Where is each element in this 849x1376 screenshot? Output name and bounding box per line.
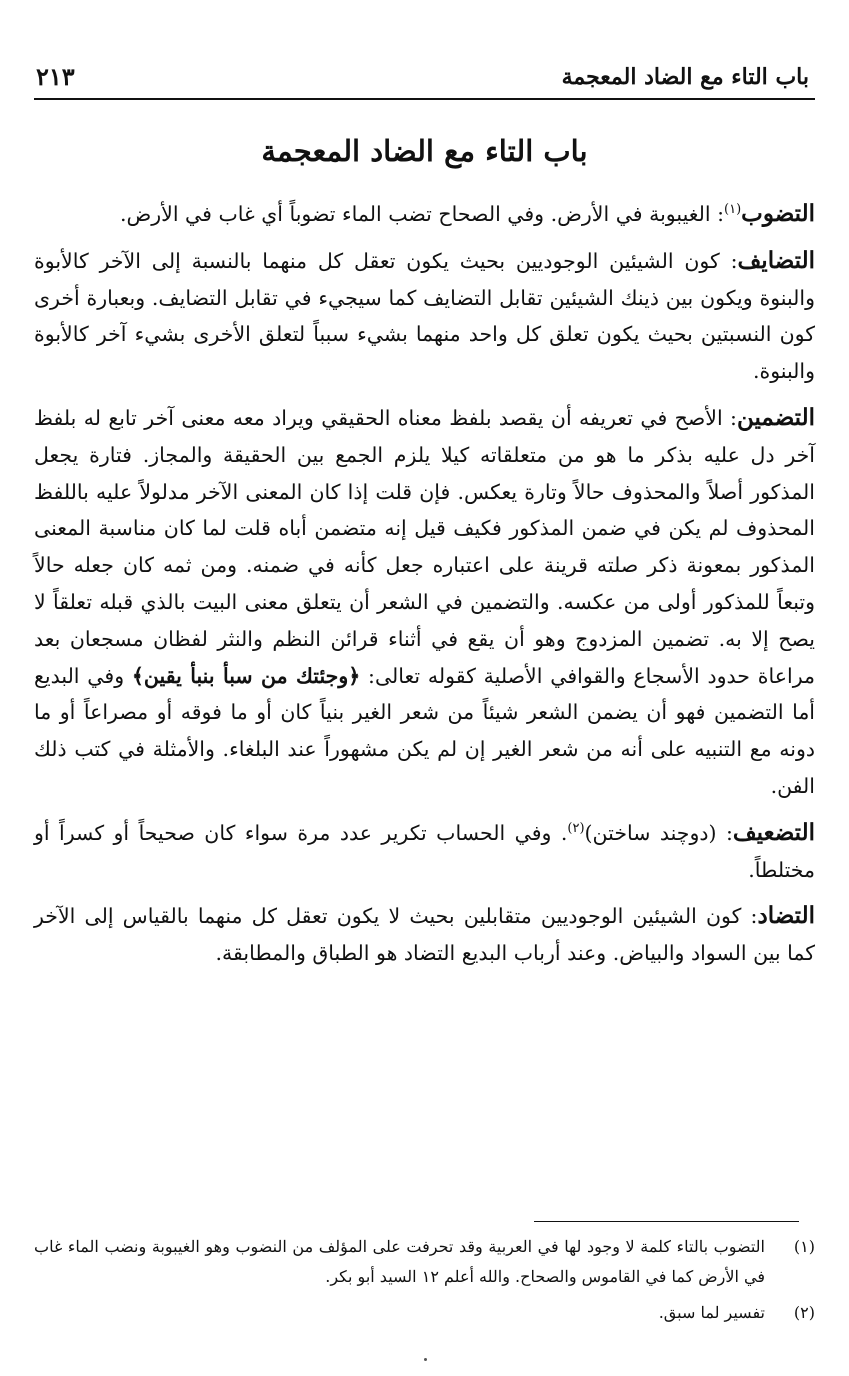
print-speck: [424, 1358, 427, 1361]
entry-tadayuf: [34, 243, 815, 390]
entry-tadawwub: [34, 196, 815, 233]
footnote-number: (١): [793, 1237, 815, 1256]
footnote-text: تفسير لما سبق.: [658, 1303, 765, 1322]
entry-text-continued: وفي البديع أما التضمين فهو أن يضمن الشعر شيئاً من شعر الغير بنياً كان أو ما فوقه أو مصراعاً أو ما دونه مع التنبيه على أنه من شعر الغير إن لم يكن مشهوراً عند البلغاء. والأمثلة في كتب ذلك الفن.: [34, 663, 815, 798]
running-title: باب التاء مع الضاد المعجمة: [561, 64, 809, 90]
entry-text: : الغيبوبة في الأرض. وفي الصحاح تضب الماء تضوباً أي غاب في الأرض.: [119, 202, 725, 226]
entry-text: : كون الشيئين الوجوديين متقابلين بحيث لا يكون تعقل كل منهما بالقياس إلى الآخر كما بين السواد والبياض. وعند أرباب البديع التضاد هو الطباق والمطابقة.: [34, 904, 815, 966]
entry-text: : (دوچند ساختن): [584, 820, 733, 845]
entry-tadmin: [34, 400, 815, 805]
entry-term: التضاد: [757, 902, 815, 930]
entry-text: : الأصح في تعريفه أن يقصد بلفظ معناه الحقيقي ويراد معه معنى آخر تابع له بلفظ آخر دل عليه بذكر ما هو من متعلقاته كيلا يلزم الجمع بين الحقيقة والمجاز. فتارة يجعل المذكور أصلاً والمحذوف حالاً وتارة يعكس. فإن قلت إذا كان المعنى الآخر مدلولاً عليه باللفظ المحذوف لم يكن في ضمن المذكور فكيف قيل إنه متضمن أباه قلت لما كان مناسبة المعنى المذكور بمعونة ذكر صلته قرينة على اعتباره جعل كأنه في ضمنه. ومن ثمه كان جعله حالاً وتبعاً للمذكور أولى من عكسه. والتضمين في الشعر أن يتعلق معنى البيت بالذي قبله تعلقاً لا يصح إلا به. تضمين المزدوج وهو أن يقع في أثناء قرائن النظم والنثر لفظان مسجعان بعد مراعاة حدود الأسجاع والقوافي الأصلية كقوله تعالى:: [34, 405, 815, 688]
entry-text-continued: . وفي الحساب تكرير عدد مرة سواء كان صحيحاً أو كسراً أو مختلطاً.: [34, 820, 815, 882]
entry-tadadd: [34, 898, 815, 972]
page-number: ٢١٣: [36, 62, 75, 91]
running-header: [34, 58, 815, 100]
entry-term: التضمين: [736, 403, 815, 431]
footnote-number: (٢): [793, 1303, 815, 1322]
entry-term: التضعيف: [732, 818, 815, 846]
entry-tadif: [34, 815, 815, 889]
entry-text: : كون الشيئين الوجوديين بحيث يكون تعقل كل منهما بالنسبة إلى الآخر كالأبوة والبنوة ويكون بين ذينك الشيئين تقابل التضايف كما سيجيء في تقابل التضايف. وبعبارة أخرى كون النسبتين بحيث يكون تعلق كل واحد منهما بشيء سبباً لتعلق الأخرى بشيء آخر كالأبوة والبنوة.: [34, 248, 815, 384]
entry-term: التضوب: [741, 200, 815, 227]
footnote-item: [34, 1232, 815, 1292]
footnote-text: التضوب بالتاء كلمة لا وجود لها في العربية وقد تحرفت على المؤلف من النضوب وهو الغيبوبة ونضب الماء غاب في الأرض كما في القاموس والصحاح. والله أعلم ١٢ السيد أبو بكر.: [34, 1237, 766, 1286]
chapter-title: باب التاء مع الضاد المعجمة: [261, 134, 588, 168]
footnote-item: [34, 1298, 815, 1328]
entry-term: التضايف: [737, 246, 815, 274]
footnote-ref[interactable]: (٢): [567, 820, 585, 836]
footnotes: [34, 1232, 815, 1334]
main-text: [34, 196, 815, 972]
quran-quote: ﴿وجئتك من سبأ بنبأ يقين﴾: [131, 663, 361, 688]
footnote-rule: [534, 1221, 799, 1222]
footnote-ref[interactable]: (١): [724, 202, 742, 218]
